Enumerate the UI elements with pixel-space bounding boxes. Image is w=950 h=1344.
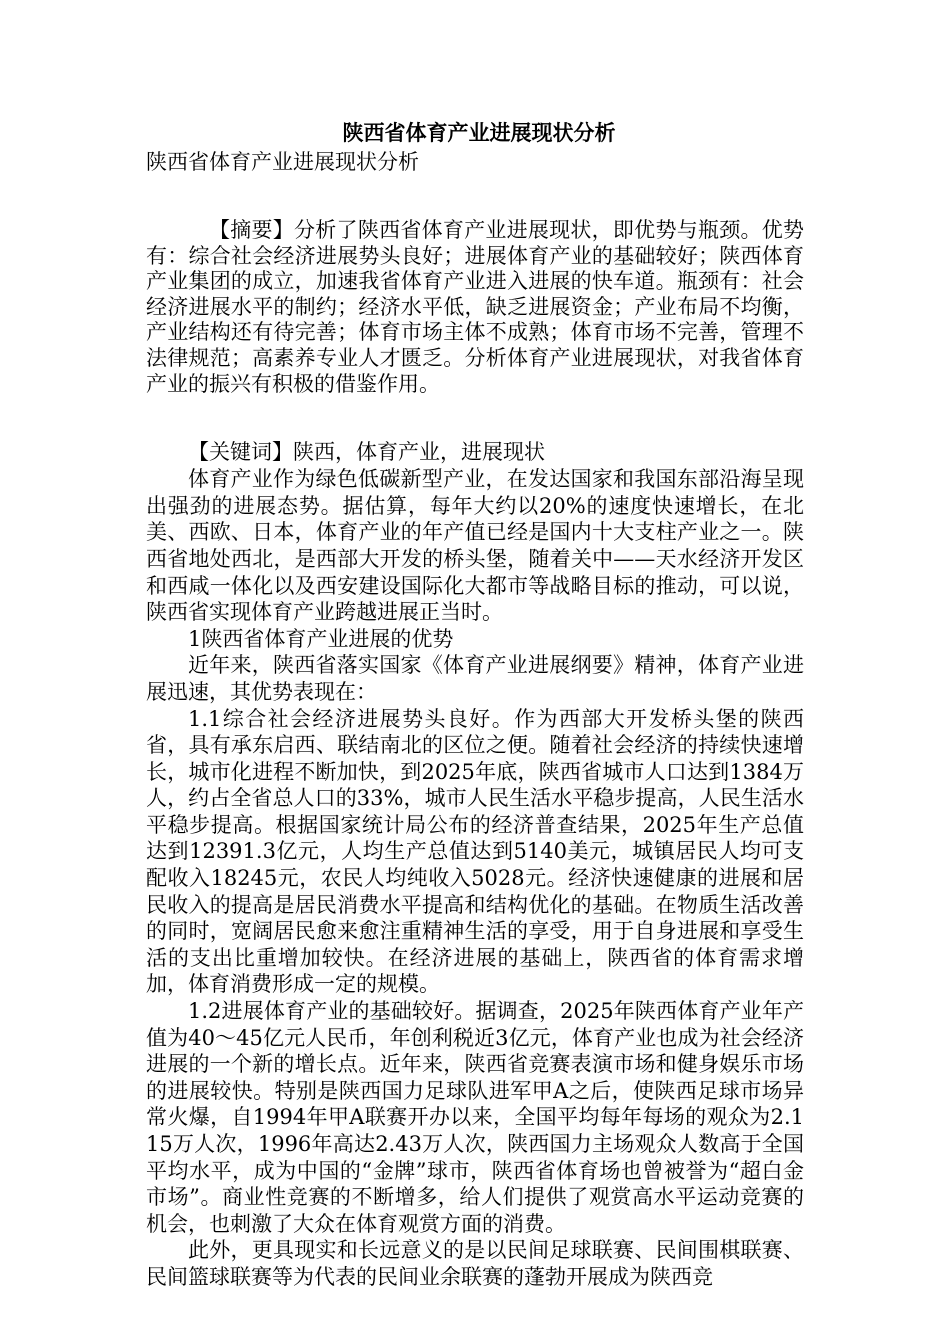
body-paragraph-overview: 近年来，陕西省落实国家《体育产业进展纲要》精神，体育产业进展迅速，其优势表现在： [146, 653, 804, 704]
body-paragraph-1-1: 1.1综合社会经济进展势头良好。作为西部大开发桥头堡的陕西省，具有承东启西、联结南北的区位之便。随着社会经济的持续快速增长，城市化进程不断加快，到2025年底，陕西省城市人口达到1384万人，约占全省总人口的33%，城市人民生活水平稳步提高，人民生活水平稳步提高。根据国家统计局公布的经济普查结果，2025年生产总值达到12391.3亿元，人均生产总值达到5140美元，城镇居民人均可支配收入18245元，农民人均纯收入5028元。经济快速健康的进展和居民收入的提高是居民消费水平提高和结构优化的基础。在物质生活改善的同时，宽阔居民愈来愈注重精神生活的享受，用于自身进展和享受生活的支出比重增加较快。在经济进展的基础上，陕西省的体育需求增加，体育消费形成一定的规模。 [146, 706, 804, 997]
section-heading-advantages: 1陕西省体育产业进展的优势 [188, 626, 454, 651]
document-subtitle: 陕西省体育产业进展现状分析 [146, 150, 419, 174]
document-title: 陕西省体育产业进展现状分析 [342, 121, 616, 145]
body-paragraph-additional: 此外，更具现实和长远意义的是以民间足球联赛、民间围棋联赛、民间篮球联赛等为代表的民间业余联赛的蓬勃开展成为陕西竞 [146, 1238, 804, 1289]
body-paragraph-1-2: 1.2进展体育产业的基础较好。据调查，2025年陕西体育产业年产值为40～45亿元人民币，年创利税近3亿元，体育产业也成为社会经济进展的一个新的增长点。近年来，陕西省竞赛表演市场和健身娱乐市场的进展较快。特别是陕西国力足球队进军甲A之后，使陕西足球市场异常火爆，自1994年甲A联赛开办以来，全国平均每年每场的观众为2.115万人次，1996年高达2.43万人次，陕西国力主场观众人数高于全国平均水平，成为中国的“金牌”球市，陕西省体育场也曾被誉为“超白金市场”。商业性竞赛的不断增多，给人们提供了观赏高水平运动竞赛的机会，也刺激了大众在体育观赏方面的消费。 [146, 999, 804, 1236]
document-page [146, 118, 804, 1291]
body-paragraph-intro: 体育产业作为绿色低碳新型产业，在发达国家和我国东部沿海呈现出强劲的进展态势。据估算，每年大约以20%的速度快速增长，在北美、西欧、日本，体育产业的年产值已经是国内十大支柱产业之一。陕西省地处西北，是西部大开发的桥头堡，随着关中——天水经济开发区和西咸一体化以及西安建设国际化大都市等战略目标的推动，可以说，陕西省实现体育产业跨越进展正当时。 [146, 467, 804, 625]
keywords-line: 【关键词】陕西，体育产业，进展现状 [188, 440, 545, 465]
abstract-paragraph: 【摘要】分析了陕西省体育产业进展现状，即优势与瓶颈。优势有：综合社会经济进展势头良好；进展体育产业的基础较好；陕西体育产业集团的成立，加速我省体育产业进入进展的快车道。瓶颈有：社会经济进展水平的制约；经济水平低，缺乏进展资金；产业布局不均衡，产业结构还有待完善；体育市场主体不成熟；体育市场不完善，管理不法律规范；高素养专业人才匮乏。分析体育产业进展现状，对我省体育产业的振兴有积极的借鉴作用。 [146, 218, 804, 396]
